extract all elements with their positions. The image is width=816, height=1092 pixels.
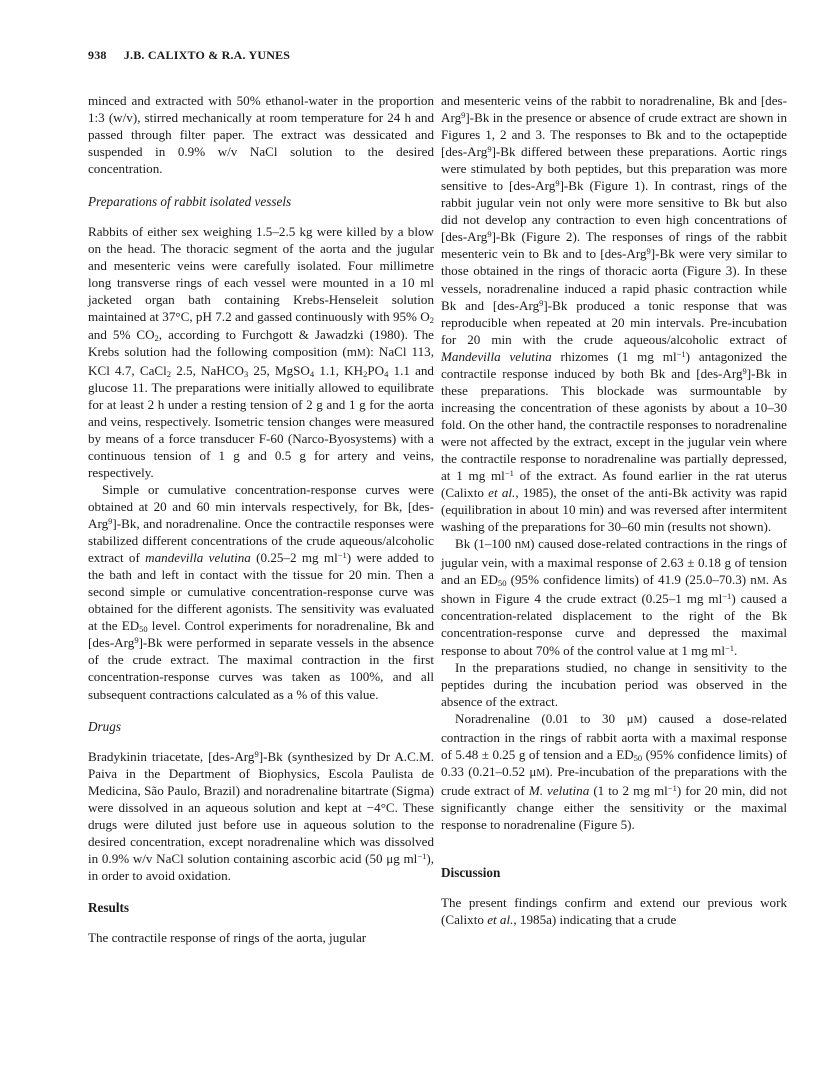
methods-drugs-paragraph: Bradykinin triacetate, [des-Arg$^9$]-Bk (synthesized by Dr A.C.M. Paiva in the Department of Biophysics, Escola Paulista de Medicina, São Paulo, Brazil) and noradrenaline bitartrate (Sigma) were dissolved in an aqueous solution and kept at −4°C. These drugs were diluted just before use in aqueous solution to the desired concentration, except noradrenaline which was dissolved in 0.9% w/v NaCl solution containing ascorbic acid (50 μg $ml^{-1}$), in order to avoid oxidation.: [88, 748, 434, 883]
results-vessels-paragraph: and mesenteric veins of the rabbit to noradrenaline, Bk and [des-Arg$^9$]-Bk in the presence or absence of crude extract are shown in Figures 1, 2 and 3. The responses to Bk and to the octapeptide [des-Arg$^9$]-Bk differed between these preparations. Aortic rings were stimulated by both peptides, but this preparation was more sensitive to [des-Arg$^9$]-Bk (Figure 1). In contrast, rings of the rabbit jugular vein not only were more sensitive to Bk but also did not develop any contraction to even high concentrations of [des-Arg$^9$]-Bk (Figure 2). The responses of rings of the rabbit mesenteric vein to Bk and to [des-Arg$^9$]-Bk were very similar to those obtained in the rings of thoracic aorta (Figure 3). In these vessels, noradrenaline induced a rapid phasic contraction while Bk and [des-Arg$^9$]-Bk produced a tonic response that was reproducible when repeated at 20 min intervals. Pre-incubation for 20 min with the crude aqueous/alcoholic extract of Mandevilla velutina rhizomes (1 mg $ml^{-1}$) antagonized the contractile response induced by both Bk and [des-Arg$^9$]-Bk in these preparations. This blockade was surmountable by increasing the concentration of these agonists by about a 10–30 fold. On the other hand, the contractile responses to noradrenaline were not affected by the extract, except in the jugular vein where the contractile response to noradrenaline was partially depressed, at 1 mg $ml^{-1}$ of the extract. As found earlier in the rat uterus (Calixto et al., 1985), the onset of the anti-Bk activity was rapid (equilibration in about 10 min) and was reversed after intermitent washing of the preparations for 30–60 min (results not shown).: [441, 93, 788, 535]
methods-vessels-paragraph: Rabbits of either sex weighing 1.5–2.5 kg were killed by a blow on the head. The thoracic segment of the aorta and the jugular and mesenteric veins were carefully isolated. Four millimetre long transverse rings of each vessel were mounted in a 10 ml jacketed organ bath containing Krebs-Henseleit solution maintained at 37°C, pH 7.2 and gassed continuously with 95% $O_2$ and 5% $CO_2$, according to Furchgott & Jawadzki (1980). The Krebs solution had the following composition (mM): NaCl 113, KCl 4.7, CaCl$_2$ 2.5, NaHCO$_3$ 25, MgSO$_4$ 1.1, $KH_2PO_4$ 1.1 and glucose 11. The preparations were initially allowed to equilibrate for at least 2 h under a resting tension of 2 g and 1 g for the aorta and veins, respectively. Isometric tension changes were measured by means of a force transducer F-60 (Narco-Byosystems) with a continuous tension of 1 g and 0.5 g for artery and veins, respectively.: [88, 224, 434, 480]
methods-curves-paragraph: Simple or cumulative concentration-response curves were obtained at 20 and 60 min intervals respectively, for Bk, [des-Arg$^9$]-Bk, and noradrenaline. Once the contractile responses were stabilized different concentrations of the crude aqueous/alcoholic extract of mandevilla velutina (0.25–2 mg $ml^{-1}$) were added to the bath and left in contact with the tissue for 20 min. Then a second simple or cumulative concentration-response curve was obtained for the different agonists. The sensitivity was evaluated at the $ED_{50}$ level. Control experiments for noradrenaline, Bk and [des-Arg$^9$]-Bk were performed in separate vessels in the absence of the crude extract. The maximal contraction in the first concentration-response curves was taken as 100%, and all subsequent contractions calculated as a % of this value.: [88, 481, 435, 702]
section-heading-drugs: Drugs: [88, 718, 121, 734]
spacer: [441, 833, 787, 849]
right-column: [441, 92, 787, 928]
section-heading-discussion: Discussion: [441, 865, 501, 881]
results-bk-paragraph: Bk (1–100 nM) caused dose-related contractions in the rings of jugular vein, with a maximal response of 2.63 ± 0.18 g of tension and an $ED_{50}$ (95% confidence limits) of 41.9 (25.0–70.3) nM. As shown in Figure 4 the crude extract (0.25–1 mg $ml^{-1}$) caused a concentration-related displacement to the right of the Bk concentration-response curve and depressed the maximal response to about 70% of the control value at 1 mg $ml^{-1}$.: [441, 536, 788, 658]
discussion-paragraph: The present findings confirm and extend our previous work (Calixto et al., 1985a) indicating that a crude: [441, 895, 787, 928]
page-number: 938: [88, 48, 107, 62]
section-heading-results: Results: [88, 899, 130, 915]
results-sensitivity-paragraph: In the preparations studied, no change in sensitivity to the peptides during the incubation period was observed in the absence of the extract.: [441, 659, 787, 709]
running-head: [88, 48, 290, 63]
left-column: [88, 92, 434, 946]
running-head-authors: J.B. CALIXTO & R.A. YUNES: [123, 48, 291, 62]
results-intro-paragraph: The contractile response of rings of the aorta, jugular: [88, 929, 367, 945]
section-heading-preparations: Preparations of rabbit isolated vessels: [88, 194, 292, 210]
results-noradrenaline-paragraph: Noradrenaline (0.01 to 30 μM) caused a dose-related contraction in the rings of rabbit aorta with a maximal response of 5.48 ± 0.25 g of tension and a $ED_{50}$ (95% confidence limits) of 0.33 (0.21–0.52 μM). Pre-incubation of the preparations with the crude extract of M. velutina (1 to 2 mg $ml^{-1}$) for 20 min, did not significantly change either the sensitivity or the maximal response to noradrenaline (Figure 5).: [441, 710, 787, 832]
methods-extract-paragraph: minced and extracted with 50% ethanol-water in the proportion 1:3 (w/v), stirred mechanically at room temperature for 24 h and passed through filter paper. The extract was dessicated and suspended in 0.9% w/v NaCl solution to the desired concentration.: [88, 93, 434, 177]
